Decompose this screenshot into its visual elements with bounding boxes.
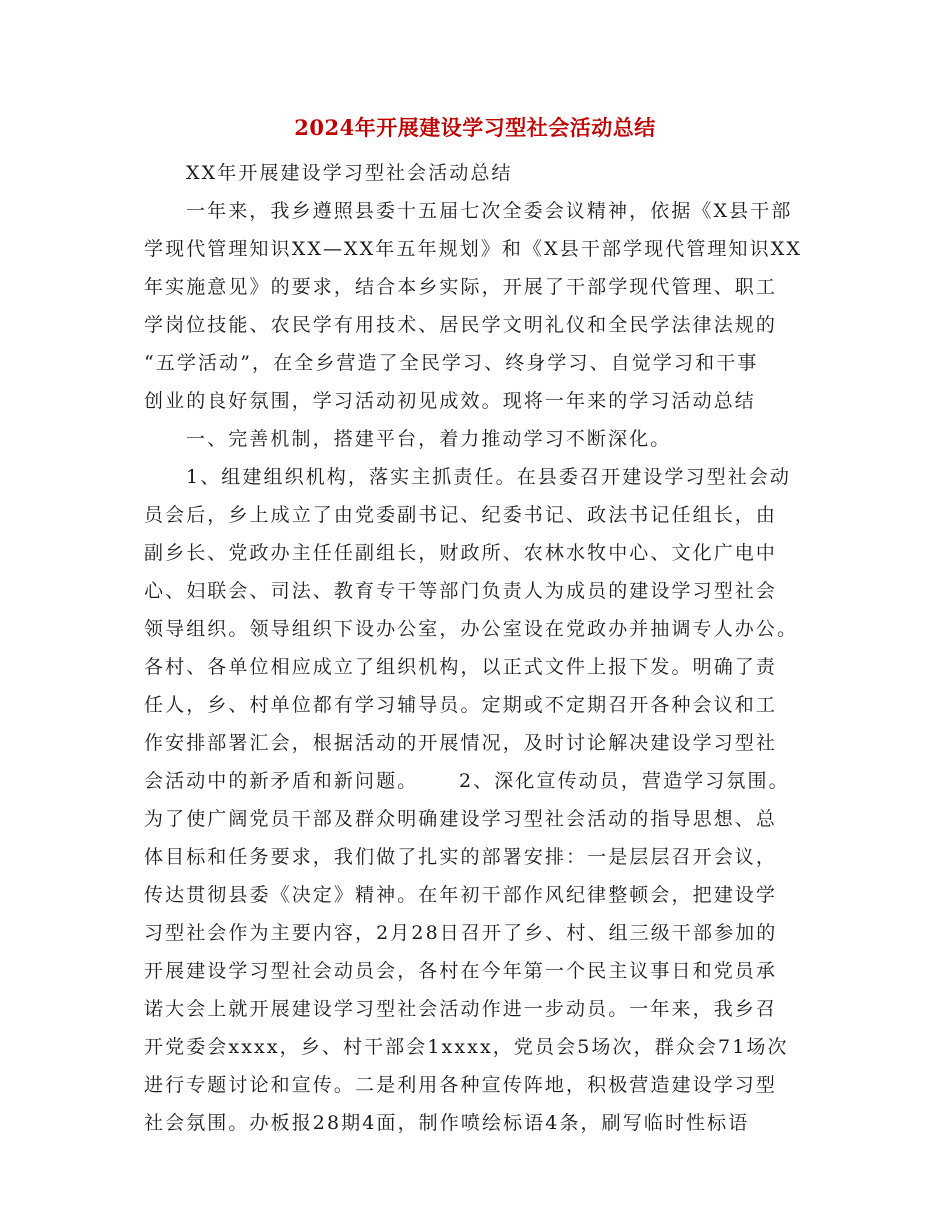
text-line: 开展建设学习型社会动员会，各村在今年第一个民主议事日和党员承 (144, 960, 778, 982)
text-line: 传达贯彻县委《决定》精神。在年初干部作风纪律整顿会，把建设学 (144, 884, 778, 906)
text-line: 一年来，我乡遵照县委十五届七次全委会议精神，依据《X县干部 (186, 200, 793, 222)
text-line: 会活动中的新矛盾和新问题。 2、深化宣传动员，营造学习氛围。 (144, 770, 790, 792)
subtitle-line: XX年开展建设学习型社会活动总结 (186, 162, 513, 184)
text-line: 年实施意见》的要求，结合本乡实际，开展了干部学现代管理、职工 (144, 276, 778, 298)
text-line: 作安排部署汇会，根据活动的开展情况，及时讨论解决建设学习型社 (144, 732, 778, 754)
text-line: 各村、各单位相应成立了组织机构，以正式文件上报下发。明确了责 (144, 656, 778, 678)
text-line: 员会后，乡上成立了由党委副书记、纪委书记、政法书记任组长，由 (144, 504, 778, 526)
text-line: 学岗位技能、农民学有用技术、居民学文明礼仪和全民学法律法规的 (144, 314, 778, 336)
text-line: “五学活动”，在全乡营造了全民学习、终身学习、自觉学习和干事 (144, 352, 759, 374)
text-line: 社会氛围。办板报28期4面，制作喷绘标语4条，刷写临时性标语 (144, 1112, 750, 1134)
text-line: 习型社会作为主要内容，2月28日召开了乡、村、组三级干部参加的 (144, 922, 778, 944)
text-line: 诺大会上就开展建设学习型社会活动作进一步动员。一年来，我乡召 (144, 998, 778, 1020)
text-line: 副乡长、党政办主任任副组长，财政所、农林水牧中心、文化广电中 (144, 542, 778, 564)
text-line: 进行专题讨论和宣传。二是利用各种宣传阵地，积极营造建设学习型 (144, 1074, 778, 1096)
text-line: 为了使广阔党员干部及群众明确建设学习型社会活动的指导思想、总 (144, 808, 778, 830)
text-line: 任人，乡、村单位都有学习辅导员。定期或不定期召开各种会议和工 (144, 694, 778, 716)
text-line: 体目标和任务要求，我们做了扎实的部署安排：一是层层召开会议， (144, 846, 778, 868)
section-heading: 一、完善机制，搭建平台，着力推动学习不断深化。 (186, 428, 672, 450)
text-line: 创业的良好氛围，学习活动初见成效。现将一年来的学习活动总结 (144, 390, 756, 412)
text-line: 心、妇联会、司法、教育专干等部门负责人为成员的建设学习型社会 (144, 580, 778, 602)
document-title: 2024年开展建设学习型社会活动总结 (294, 115, 656, 140)
text-line: 开党委会xxxx，乡、村干部会1xxxx，党员会5场次，群众会71场次 (144, 1036, 789, 1058)
text-line: 领导组织。领导组织下设办公室，办公室设在党政办并抽调专人办公。 (144, 618, 799, 640)
text-line: 学现代管理知识XX—XX年五年规划》和《X县干部学现代管理知识XX (144, 238, 802, 260)
text-line: 1、组建组织机构，落实主抓责任。在县委召开建设学习型社会动 (186, 466, 791, 488)
